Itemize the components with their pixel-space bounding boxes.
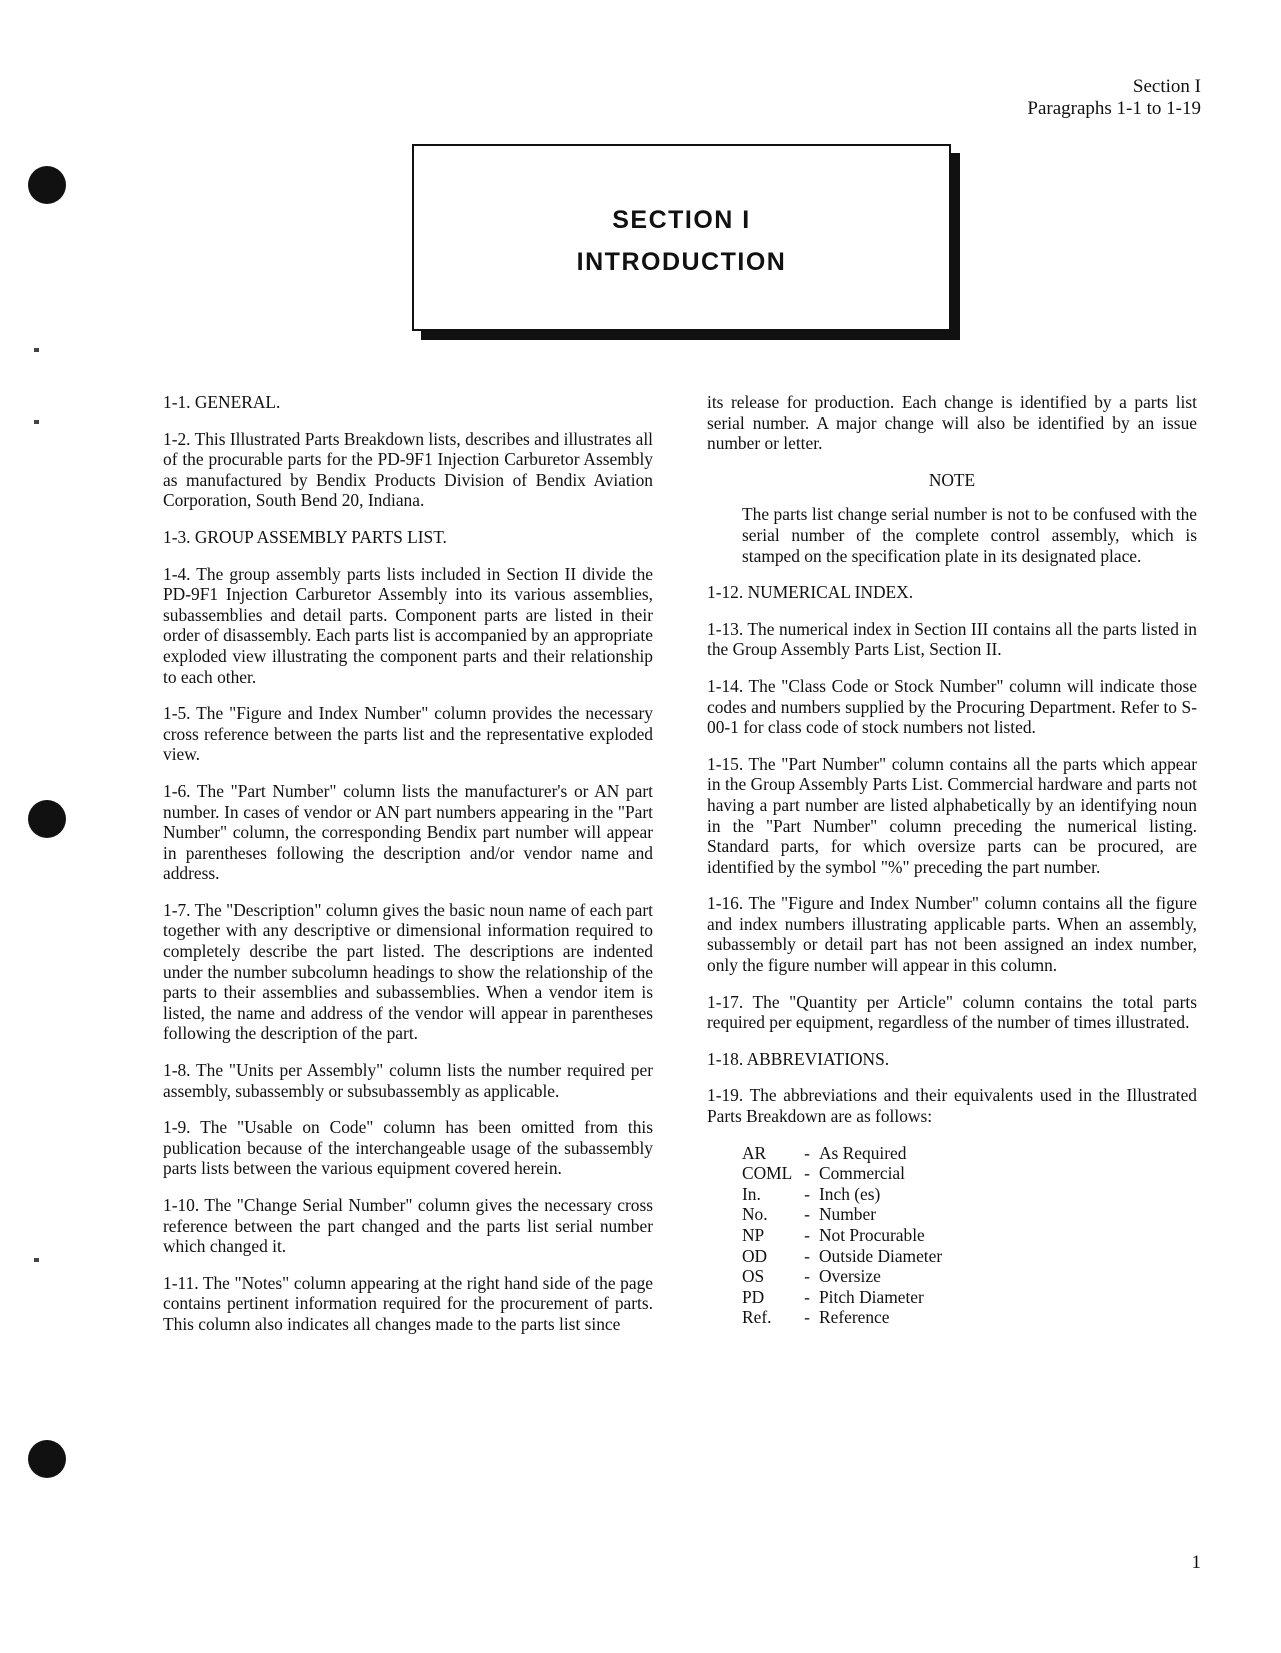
abbreviation-code: COML <box>742 1163 793 1184</box>
margin-mark <box>34 1258 39 1262</box>
abbreviation-separator: - <box>804 1183 810 1204</box>
paragraph: 1-5. The "Figure and Index Number" column provides the necessary cross reference between the parts list and the representative exploded view. <box>163 703 653 765</box>
margin-mark <box>34 420 39 424</box>
abbreviation-separator: - <box>804 1163 810 1184</box>
abbreviation-separator: - <box>804 1225 810 1245</box>
abbreviation-row <box>742 1163 1197 1184</box>
paragraph: 1-8. The "Units per Assembly" column lists the number required per assembly, subassembly or subsubassembly as applicable. <box>163 1060 653 1101</box>
paragraph: 1-9. The "Usable on Code" column has been omitted from this publication because of the interchangeable usage of the subassembly parts lists between the various equipment covered herein. <box>163 1117 653 1179</box>
abbreviation-code: NP <box>742 1225 765 1245</box>
abbreviation-row <box>742 1184 1197 1205</box>
paragraph: 1-15. The "Part Number" column contains all the parts which appear in the Group Assembly Parts List. Commercial hardware and parts not having a part number are listed alphabetically by an identifying noun in the "Part Number" column preceding the numerical listing. Standard parts, for which oversize parts can be procured, are identified by the symbol "%" preceding the part number. <box>707 753 1197 877</box>
margin-mark <box>34 348 39 352</box>
abbreviation-row <box>742 1246 1197 1267</box>
section-subtitle: INTRODUCTION <box>576 248 787 276</box>
paragraph-continuation: its release for production. Each change is identified by a parts list serial number. A major change will also be identified by an issue number or letter. <box>707 392 1197 454</box>
section-title: SECTION I <box>612 206 751 234</box>
note-body: The parts list change serial number is not to be confused with the serial number of the complete control assembly, which is stamped on the specification plate in its designated place. <box>742 504 1197 566</box>
paragraph: 1-4. The group assembly parts lists included in Section II divide the PD-9F1 Injection Carburetor Assembly into its various assemblies, subassemblies and detail parts. Component parts are listed in their order of disassembly. Each parts list is accompanied by an appropriate exploded view illustrating the component parts and their relationship to each other. <box>163 563 653 687</box>
abbreviation-code: AR <box>742 1142 767 1163</box>
paragraph: 1-11. The "Notes" column appearing at the right hand side of the page contains pertinent information required for the procurement of parts. This column also indicates all changes made to the parts list since <box>163 1272 653 1334</box>
abbreviation-row <box>742 1266 1197 1287</box>
abbreviations-list <box>742 1143 1197 1328</box>
binder-hole <box>28 800 66 838</box>
abbreviation-code: In. <box>742 1183 761 1204</box>
abbreviation-meaning: Reference <box>819 1307 890 1328</box>
abbreviation-meaning: Oversize <box>819 1266 881 1287</box>
paragraph: 1-18. ABBREVIATIONS. <box>707 1048 890 1069</box>
left-column <box>163 392 653 1351</box>
abbreviation-code: PD <box>742 1286 765 1307</box>
abbreviation-meaning: Commercial <box>819 1163 905 1184</box>
paragraph: 1-3. GROUP ASSEMBLY PARTS LIST. <box>163 526 447 547</box>
binder-hole <box>28 166 66 204</box>
header-paragraphs: Paragraphs 1-1 to 1-19 <box>1027 98 1201 119</box>
abbreviation-meaning: Inch (es) <box>819 1183 881 1204</box>
paragraph: 1-6. The "Part Number" column lists the manufacturer's or AN part number. In cases of vendor or AN part numbers appearing in the "Part Number" column, the corresponding Bendix part number will appear in parentheses following the description and/or vendor name and address. <box>163 780 653 884</box>
page-header <box>1027 76 1201 120</box>
abbreviation-row <box>742 1204 1197 1225</box>
paragraph: 1-19. The abbreviations and their equivalents used in the Illustrated Parts Breakdown are as follows: <box>707 1085 1197 1127</box>
abbreviation-meaning: Number <box>819 1204 876 1225</box>
abbreviation-row <box>742 1143 1197 1164</box>
abbreviation-separator: - <box>804 1286 810 1307</box>
abbreviation-meaning: Outside Diameter <box>819 1245 943 1266</box>
header-section: Section I <box>1132 76 1201 97</box>
abbreviation-code: OD <box>742 1245 768 1266</box>
section-title-box <box>412 144 951 331</box>
paragraph: 1-16. The "Figure and Index Number" column contains all the figure and index numbers illustrating applicable parts. When an assembly, subassembly or detail part has not been assigned an index number, only the figure number will appear in this column. <box>707 893 1197 976</box>
abbreviation-separator: - <box>804 1266 810 1287</box>
paragraph: 1-2. This Illustrated Parts Breakdown lists, describes and illustrates all of the procurable parts for the PD-9F1 Injection Carburetor Assembly as manufactured by Bendix Products Division of Bendix Aviation Corporation, South Bend 20, Indiana. <box>163 428 653 511</box>
abbreviation-meaning: Pitch Diameter <box>819 1286 924 1307</box>
abbreviation-code: Ref. <box>742 1307 772 1328</box>
abbreviation-meaning: As Required <box>819 1142 907 1163</box>
abbreviation-separator: - <box>804 1142 810 1163</box>
abbreviation-separator: - <box>804 1245 810 1266</box>
right-column <box>707 392 1197 1328</box>
abbreviation-row <box>742 1225 1197 1246</box>
paragraph: 1-1. GENERAL. <box>163 392 281 412</box>
abbreviation-row <box>742 1307 1197 1328</box>
page-number: 1 <box>1191 1552 1201 1573</box>
abbreviation-row <box>742 1287 1197 1308</box>
binder-hole <box>28 1440 66 1478</box>
abbreviation-code: OS <box>742 1266 765 1287</box>
paragraph: 1-10. The "Change Serial Number" column gives the necessary cross reference between the part changed and the parts list serial number which changed it. <box>163 1195 653 1257</box>
paragraph: 1-12. NUMERICAL INDEX. <box>707 582 914 603</box>
paragraph: 1-14. The "Class Code or Stock Number" column will indicate those codes and numbers supplied by the Procuring Department. Refer to S-00-1 for class code of stock numbers not listed. <box>707 675 1197 738</box>
paragraph: 1-17. The "Quantity per Article" column contains the total parts required per equipment, regardless of the number of times illustrated. <box>707 991 1197 1033</box>
paragraph: 1-7. The "Description" column gives the basic noun name of each part together with any descriptive or dimensional information required to completely describe the part listed. The descriptions are indented under the number subcolumn headings to show the relationship of the parts to their assemblies and subassemblies. When a vendor item is listed, the name and address of the vendor will appear in parentheses following the description of the part. <box>163 899 653 1044</box>
abbreviation-code: No. <box>742 1204 768 1225</box>
abbreviation-separator: - <box>804 1204 810 1225</box>
abbreviation-meaning: Not Procurable <box>819 1225 925 1245</box>
paragraph: 1-13. The numerical index in Section III contains all the parts listed in the Group Assembly Parts List, Section II. <box>707 618 1197 660</box>
abbreviation-separator: - <box>804 1307 810 1328</box>
note-title: NOTE <box>928 469 976 490</box>
